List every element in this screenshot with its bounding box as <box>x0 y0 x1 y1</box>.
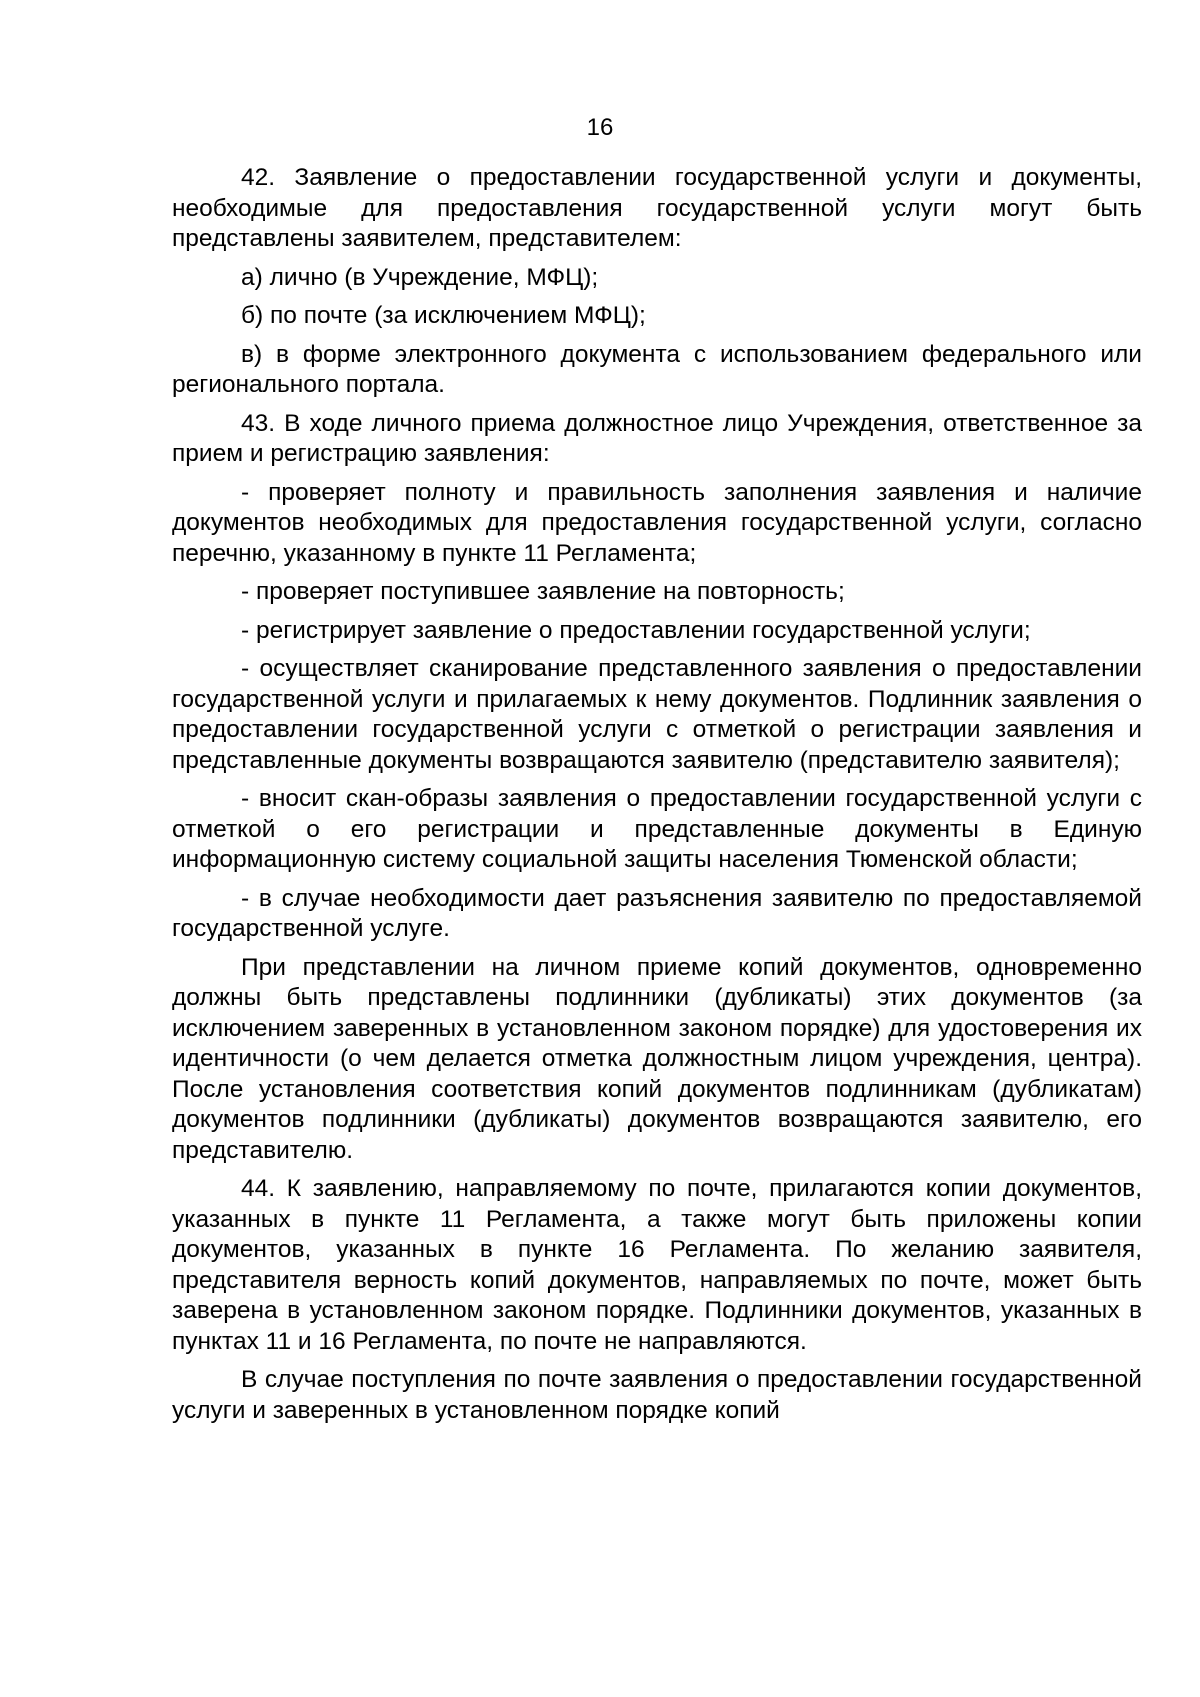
paragraph-44: 44. К заявлению, направляемому по почте, прилагаются копии документов, указанных в пункте 11 Регламента, а также могут быть приложены копии документов, указанных в пункте 16 Регламента. По желанию заявителя, представителя верность копий документов, направляемых по почте, может быть заверена в установленном законом порядке. Подлинники документов, указанных в пунктах 11 и 16 Регламента, по почте не направляются. <box>172 1175 1142 1355</box>
document-body <box>172 163 1142 1434</box>
list-item-check-repeat: - проверяет поступившее заявление на повторность; <box>241 578 845 605</box>
list-item-explain: - в случае необходимости дает разъяснения заявителю по предоставляемой государственной услуге. <box>172 884 1142 942</box>
list-item-a: а) лично (в Учреждение, МФЦ); <box>241 263 599 291</box>
list-item-v: в) в форме электронного документа с использованием федерального или регионального портала. <box>172 340 1142 398</box>
paragraph-copies: При представлении на личном приеме копий документов, одновременно должны быть представлены подлинники (дубликаты) этих документов (за исключением заверенных в установленном законом порядке) для удостоверения их идентичности (о чем делается отметка должностным лицом учреждения, центра). После установления соответствия копий документов подлинникам (дубликатам) документов подлинники (дубликаты) документов возвращаются заявителю, его представителю. <box>172 953 1142 1164</box>
list-item-register: - регистрирует заявление о предоставлении государственной услуги; <box>241 616 1031 644</box>
paragraph-mail-receipt: В случае поступления по почте заявления о предоставлении государственной услуги и заверенных в установленном порядке копий <box>172 1366 1142 1424</box>
paragraph-43: 43. В ходе личного приема должностное лицо Учреждения, ответственное за прием и регистрацию заявления: <box>172 409 1142 467</box>
list-item-scan: - осуществляет сканирование представленного заявления о предоставлении государственной услуги и прилагаемых к нему документов. Подлинник заявления о предоставлении государственной услуги с отметкой о регистрации заявления и представленные документы возвращаются заявителю (представителю заявителя); <box>172 655 1142 774</box>
list-item-check-completeness: - проверяет полноту и правильность заполнения заявления и наличие документов необходимых для предоставления государственной услуги, согласно перечню, указанному в пункте 11 Регламента; <box>172 478 1142 567</box>
list-item-upload-scans: - вносит скан-образы заявления о предоставлении государственной услуги с отметкой о его регистрации и представленные документы в Единую информационную систему социальной защиты населения Тюменской области; <box>172 785 1142 873</box>
paragraph-42: 42. Заявление о предоставлении государственной услуги и документы, необходимые для предоставления государственной услуги могут быть представлены заявителем, представителем: <box>172 164 1142 252</box>
list-item-b: б) по почте (за исключением МФЦ); <box>241 302 646 329</box>
page-number: 16 <box>586 114 614 141</box>
